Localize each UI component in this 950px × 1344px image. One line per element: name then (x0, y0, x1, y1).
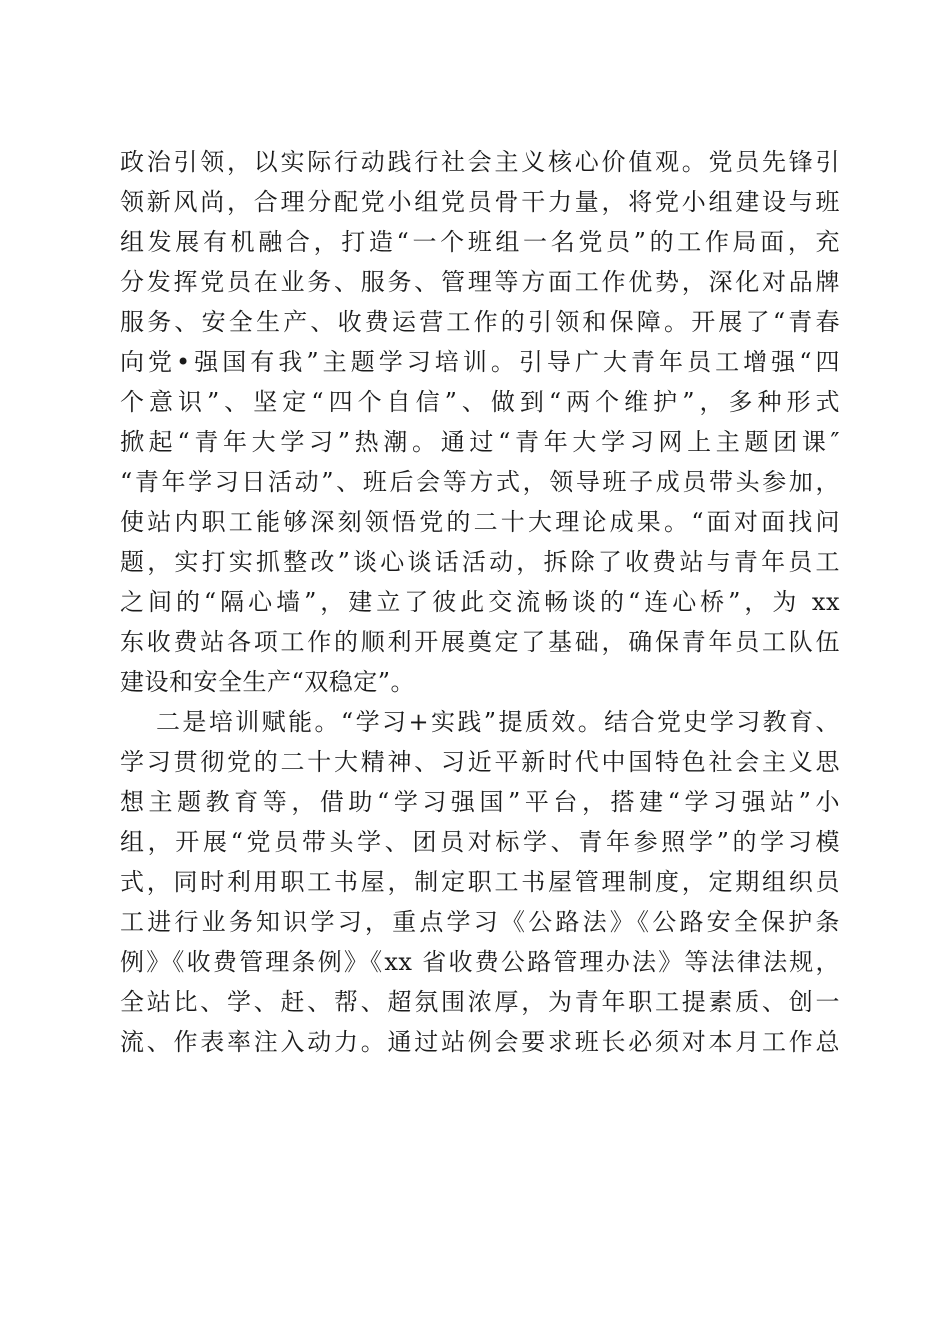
paragraph-1-line: 个意识”、坚定“四个自信”、做到“两个维护”，多种形式 (120, 388, 840, 416)
paragraph-1-line: 题，实打实抓整改”谈心谈话活动，拆除了收费站与青年员工 (120, 548, 840, 576)
paragraph-1-line: “青年学习日活动”、班后会等方式，领导班子成员带头参加， (120, 468, 840, 496)
paragraph-1-line: 掀起“青年大学习”热潮。通过“青年大学习网上主题团课″ (120, 428, 840, 456)
paragraph-2-line: 组，开展“党员带头学、团员对标学、青年参照学”的学习模 (120, 828, 840, 856)
paragraph-2-line: 想主题教育等，借助“学习强国”平台，搭建“学习强站”小 (120, 788, 840, 816)
paragraph-2-line: 例》《收费管理条例》《xx 省收费公路管理办法》等法律法规， (120, 948, 840, 976)
paragraph-2-line: 工进行业务知识学习，重点学习《公路法》《公路安全保护条 (120, 908, 840, 936)
paragraph-1-line: 使站内职工能够深刻领悟党的二十大理论成果。“面对面找问 (120, 508, 840, 536)
paragraph-1-line: 向党•强国有我”主题学习培训。引导广大青年员工增强“四 (120, 348, 840, 376)
paragraph-2-line: 流、作表率注入动力。通过站例会要求班长必须对本月工作总 (120, 1028, 840, 1056)
body-text (120, 142, 840, 1062)
paragraph-2-line: 学习贯彻党的二十大精神、习近平新时代中国特色社会主义思 (120, 748, 840, 776)
paragraph-1-line: 政治引领，以实际行动践行社会主义核心价值观。党员先锋引 (120, 148, 840, 176)
paragraph-1-line: 领新风尚，合理分配党小组党员骨干力量，将党小组建设与班 (120, 188, 840, 216)
paragraph-1-line: 服务、安全生产、收费运营工作的引领和保障。开展了“青春 (120, 308, 840, 336)
paragraph-1-line: 东收费站各项工作的顺利开展奠定了基础，确保青年员工队伍 (120, 628, 840, 656)
paragraph-1-line: 之间的“隔心墙”，建立了彼此交流畅谈的“连心桥”，为 xx (120, 588, 840, 616)
paragraph-2-line: 全站比、学、赶、帮、超氛围浓厚，为青年职工提素质、创一 (120, 988, 840, 1016)
paragraph-2-line: 二是培训赋能。“学习+实践”提质效。结合党史学习教育、 (156, 708, 840, 736)
paragraph-1-line: 分发挥党员在业务、服务、管理等方面工作优势，深化对品牌 (120, 268, 840, 296)
paragraph-1-line: 组发展有机融合，打造“一个班组一名党员”的工作局面，充 (120, 228, 840, 256)
paragraph-1-line: 建设和安全生产“双稳定”。 (120, 668, 416, 696)
paragraph-2-line: 式，同时利用职工书屋，制定职工书屋管理制度，定期组织员 (120, 868, 840, 896)
